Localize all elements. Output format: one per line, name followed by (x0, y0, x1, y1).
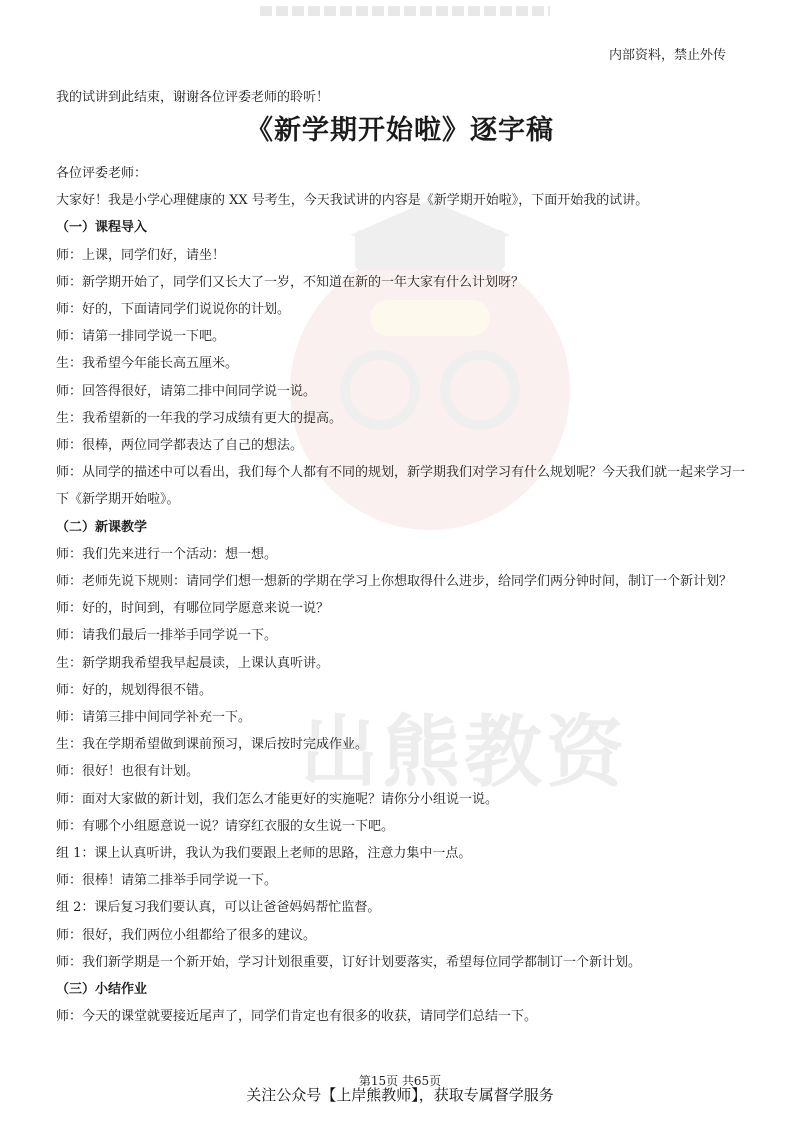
footer-ad: 关注公众号【上岸熊教师】，获取专属督学服务 (246, 1086, 554, 1104)
intro-line: 我的试讲到此结束，谢谢各位评委老师的聆听！ (56, 90, 330, 105)
transcript-line: 各位评委老师： (56, 166, 148, 181)
transcript-line: 生：我希望今年能长高五厘米。 (56, 356, 239, 372)
section-heading: （一）课程导入 (56, 220, 148, 236)
faint-header-line (260, 6, 550, 16)
transcript-line: 师：老师先说下规则：请同学们想一想新的学期在学习上你想取得什么进步，给同学们两分钟时间，制订一个新计划？ (56, 574, 733, 590)
transcript-line: 师：回答得很好，请第二排中间同学说一说。 (56, 383, 317, 399)
transcript-line: 师：请我们最后一排举手同学说一下。 (56, 628, 278, 644)
transcript-line: 师：新学期开始了，同学们又长大了一岁，不知道在新的一年大家有什么计划呀？ (56, 274, 525, 290)
transcript-line: 师：有哪个小组愿意说一说？请穿红衣服的女生说一下吧。 (56, 818, 395, 834)
transcript-line: 生：我在学期希望做到课前预习，课后按时完成作业。 (56, 737, 369, 753)
transcript-line: 师：我们先来进行一个活动：想一想。 (56, 546, 278, 562)
transcript-body (56, 160, 746, 1031)
transcript-line: 师：好的，规划得很不错。 (56, 682, 213, 698)
transcript-line: 组 1：课上认真听讲，我认为我们要跟上老师的思路，注意力集中一点。 (56, 846, 472, 862)
transcript-line: 师：请第一排同学说一下吧。 (56, 329, 226, 345)
transcript-line: 师：面对大家做的新计划，我们怎么才能更好的实施呢？请你分小组说一说。 (56, 791, 499, 807)
section-heading: （三）小结作业 (56, 982, 148, 998)
transcript-line: 生：我希望新的一年我的学习成绩有更大的提高。 (56, 410, 343, 426)
transcript-line: 师：很棒！请第二排举手同学说一下。 (56, 873, 278, 889)
transcript-line: 师：很棒，两位同学都表达了自己的想法。 (56, 438, 304, 454)
transcript-line: 生：新学期我希望我早起晨读，上课认真听讲。 (56, 655, 330, 671)
transcript-line: 师：今天的课堂就要接近尾声了，同学们肯定也有很多的收获，请同学们总结一下。 (56, 1009, 538, 1025)
transcript-line: 师：很好！也很有计划。 (56, 764, 200, 780)
transcript-line: 师：我们新学期是一个新开始，学习计划很重要，订好计划要落实，希望每位同学都制订一个新计划。 (56, 954, 642, 970)
transcript-line: 师：好的，时间到，有哪位同学愿意来说一说？ (56, 601, 330, 617)
transcript-line: 大家好！我是小学心理健康的 XX 号考生，今天我试讲的内容是《新学期开始啦》，下面开始我的试讲。 (56, 193, 649, 209)
transcript-line: 组 2：课后复习我们要认真，可以让爸爸妈妈帮忙监督。 (56, 900, 381, 916)
page-title: 《新学期开始啦》逐字稿 (246, 115, 554, 146)
transcript-line: 师：好的，下面请同学们说说你的计划。 (56, 302, 291, 318)
transcript-line: 师：请第三排中间同学补充一下。 (56, 710, 252, 726)
watermark-text: 出熊教资 (300, 708, 629, 798)
page-number: 第15页 共65页 (358, 1074, 442, 1088)
transcript-line: 师：上课，同学们好，请坐！ (56, 247, 226, 263)
section-heading: （二）新课教学 (56, 519, 148, 535)
confidential-notice: 内部资料，禁止外传 (608, 48, 726, 63)
transcript-line: 师：很好，我们两位小组都给了很多的建议。 (56, 927, 317, 943)
transcript-line: 师：从同学的描述中可以看出，我们每个人都有不同的规划，新学期我们对学习有什么规划呢？今天我们就一起来学习一下《新学期开始啦》。 (56, 465, 746, 508)
